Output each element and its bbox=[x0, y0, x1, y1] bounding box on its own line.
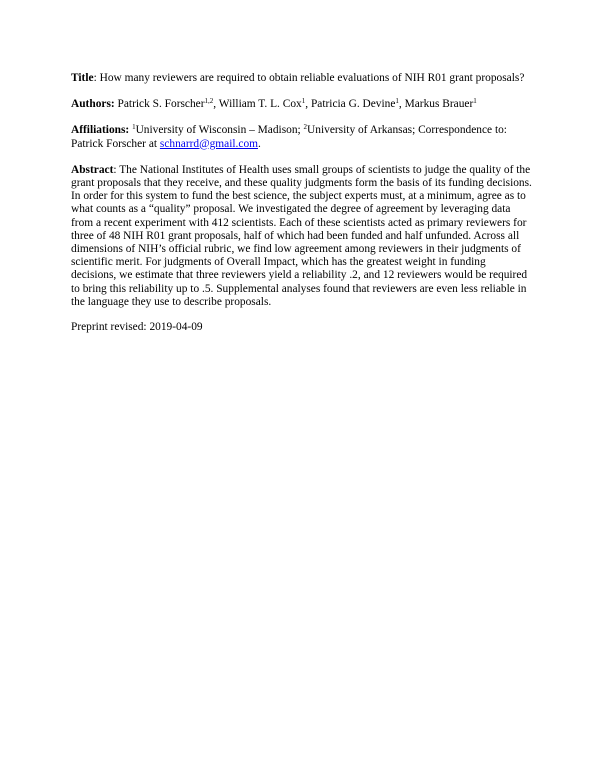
email-link[interactable]: schnarrd@gmail.com bbox=[159, 137, 258, 150]
affiliation-mark: 2 bbox=[303, 123, 308, 132]
affiliations-paragraph bbox=[71, 124, 533, 150]
affiliation-mark: 1 bbox=[132, 123, 136, 132]
affiliation-end: . bbox=[258, 137, 261, 150]
author-affiliation-mark: 1,2 bbox=[204, 97, 214, 106]
author-name: Markus Brauer bbox=[404, 98, 474, 111]
affiliations-label: Affiliations: bbox=[71, 124, 130, 137]
author-separator: , bbox=[305, 98, 311, 111]
author-name: Patricia G. Devine bbox=[310, 98, 396, 111]
authors-label: Authors: bbox=[71, 98, 115, 111]
author-affiliation-mark: 1 bbox=[395, 97, 399, 106]
title-paragraph bbox=[71, 72, 533, 85]
title-label: Title bbox=[71, 72, 94, 84]
abstract-paragraph bbox=[71, 164, 533, 309]
authors-paragraph bbox=[71, 98, 533, 111]
title-text: : How many reviewers are required to obtain reliable evaluations of NIH R01 grant proposals? bbox=[93, 72, 525, 84]
abstract-text: : The National Institutes of Health uses small groups of scientists to judge the quality of the grant proposals that they receive, and these quality judgments form the basis of its funding decisions. In order for this system to fund the best science, the subject experts must, at a minimum, agree as to what counts as a “quality” proposal. We investigated the degree of agreement by leveraging data from a recent experiment with 412 scientists. Each of these scientists acted as primary reviewers for three of 48 NIH R01 grant proposals, half of which had been funded and half unfunded. Across all dimensions of NIH’s official rubric, we find low agreement among reviewers in their judgments of scientific merit. For judgments of Overall Impact, which has the greatest weight in funding decisions, we estimate that three reviewers yield a reliability .2, and 12 reviewers would be required to bring this reliability up to .5. Supplemental analyses found that reviewers are even less reliable in the language they use to describe proposals. bbox=[71, 163, 532, 308]
affiliation-text: University of Arkansas; Correspondence to: Patrick Forscher at bbox=[71, 124, 507, 150]
document-page bbox=[71, 72, 533, 347]
author-affiliation-mark: 1 bbox=[301, 97, 306, 106]
author-name: Patrick S. Forscher bbox=[114, 98, 205, 111]
author-name: William T. L. Cox bbox=[218, 98, 302, 111]
preprint-date: Preprint revised: 2019-04-09 bbox=[71, 321, 203, 334]
author-separator: , bbox=[213, 98, 219, 111]
author-separator: , bbox=[398, 98, 405, 111]
abstract-label: Abstract bbox=[71, 163, 114, 176]
author-affiliation-mark: 1 bbox=[473, 97, 477, 106]
affiliation-text: University of Wisconsin – Madison; bbox=[135, 124, 304, 137]
